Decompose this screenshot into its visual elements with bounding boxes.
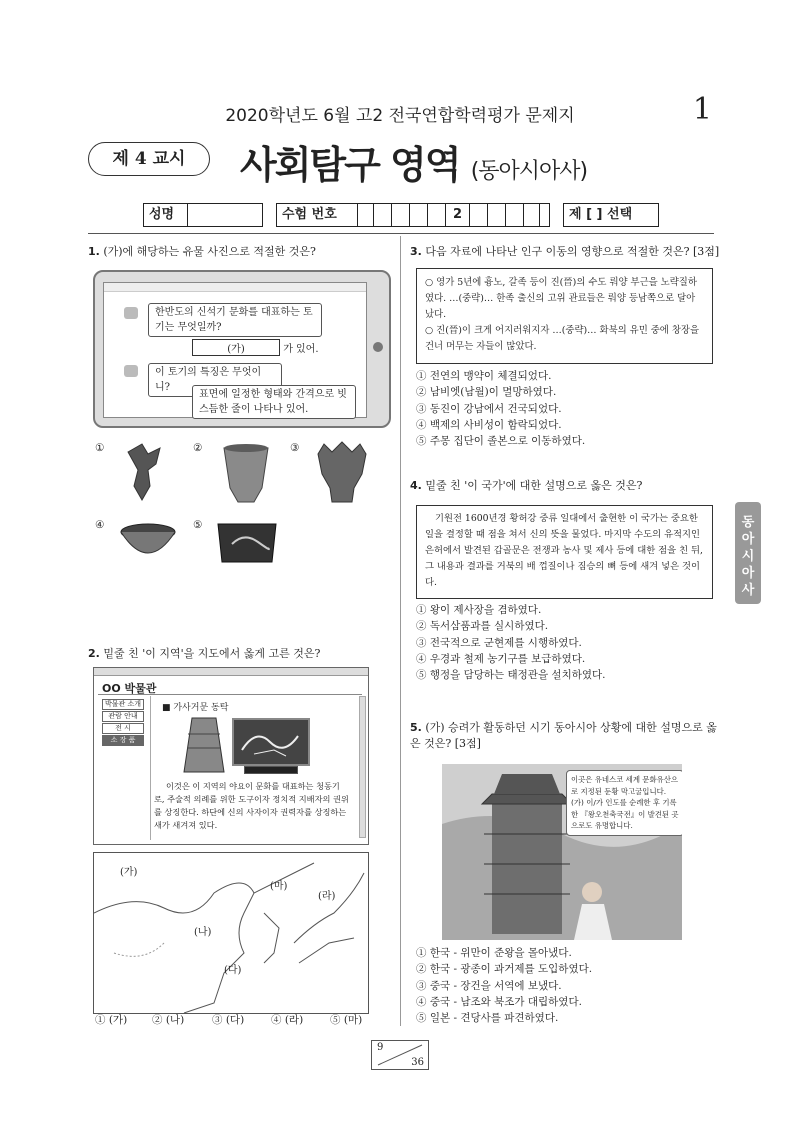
exam-title: 2020학년도 6월 고2 전국연합학력평가 문제지 [225, 106, 575, 126]
name-box[interactable] [143, 203, 263, 227]
q2-option-3[interactable]: ③ (다) [212, 1014, 245, 1026]
menu-exhibit[interactable]: 전 시 [102, 723, 144, 734]
map-label-ga: (가) [120, 867, 138, 878]
page-number: 1 [692, 92, 712, 127]
museum-title: OO 박물관 [102, 682, 157, 695]
q1-number: 1. [88, 245, 100, 258]
id-row [0, 203, 800, 227]
user-avatar-icon-2 [124, 365, 138, 377]
q4-source-box [416, 505, 713, 599]
q5-options [416, 945, 592, 1026]
q5-text: (가) 승려가 활동하던 시기 동아시아 상황에 대한 설명으로 옳은 것은? [3점] [410, 721, 717, 750]
q2-option-2[interactable]: ② (나) [152, 1014, 185, 1026]
answer-suffix: 가 있어. [283, 344, 319, 355]
museum-window [93, 667, 369, 845]
map-label-na: (나) [194, 927, 212, 938]
q4-text: 밑줄 친 '이 국가'에 대한 설명으로 옳은 것은? [425, 479, 643, 492]
q5-option-2[interactable]: ② 한국 - 광종이 과거제를 도입하였다. [416, 963, 593, 976]
q3-options [416, 368, 585, 449]
exam-number-digit: 2 [453, 207, 463, 222]
artifact-title: ■ 가사거문 동탁 [162, 703, 229, 713]
q1-option-2[interactable]: ② [193, 442, 203, 454]
q5-number: 5. [410, 721, 422, 734]
q3-option-1[interactable]: ① 전연의 맹약이 체결되었다. [416, 370, 552, 382]
exam-number-label: 수험 번호 [277, 204, 358, 226]
subject-side-tab [735, 502, 761, 604]
tablet-home-button [373, 342, 383, 352]
q3-question [410, 244, 720, 260]
q1-image-5 [216, 518, 278, 566]
bell-engraving [234, 720, 308, 764]
bell-detail-image [232, 718, 310, 766]
page-total: 36 [411, 1057, 424, 1068]
q3-text: 다음 자료에 나타난 인구 이동의 영향으로 적절한 것은? [3점] [425, 245, 720, 258]
tablet-screen [103, 282, 367, 418]
q4-question [410, 478, 720, 494]
q4-option-1[interactable]: ① 왕이 제사장을 겸하였다. [416, 604, 542, 616]
q1-tablet [93, 270, 391, 428]
user-avatar-icon [124, 307, 138, 319]
q1-option-3[interactable]: ③ [290, 442, 300, 454]
museum-scrollbar[interactable] [359, 696, 366, 838]
guide-speech-bubble [566, 770, 682, 836]
menu-collection[interactable]: 소 장 품 [102, 735, 144, 746]
q4-option-3[interactable]: ③ 전국적으로 군현제를 시행하였다. [416, 636, 582, 649]
q1-image-3 [312, 440, 372, 506]
zoom-slider[interactable] [244, 766, 298, 774]
q2-option-5[interactable]: ⑤ (마) [330, 1014, 363, 1026]
q3-option-5[interactable]: ⑤ 주몽 집단이 졸본으로 이동하였다. [416, 435, 586, 448]
q4-option-4[interactable]: ④ 우경과 철제 농기구를 보급하였다. [416, 652, 586, 665]
subject-sub: (동아시아사) [470, 159, 588, 184]
map-label-ra: (라) [318, 891, 336, 902]
bronze-bell-image [180, 714, 228, 776]
subject-title [240, 134, 587, 189]
q5-option-5[interactable]: ⑤ 일본 - 견당사를 파견하였다. [416, 1012, 559, 1025]
map-label-ma: (마) [270, 881, 288, 892]
period-badge: 제 4 교시 [88, 142, 210, 176]
q3-number: 3. [410, 245, 422, 258]
q2-question [88, 646, 388, 662]
q4-option-5[interactable]: ⑤ 행정을 담당하는 태정관을 설치하였다. [416, 669, 606, 682]
q5-option-4[interactable]: ④ 중국 - 남조와 북조가 대립하였다. [416, 995, 582, 1008]
header-divider [88, 233, 714, 234]
q2-text: 밑줄 친 '이 지역'을 지도에서 옳게 고른 것은? [103, 647, 321, 660]
museum-menu-border [150, 696, 151, 840]
menu-about[interactable]: 박물관 소개 [102, 699, 144, 710]
q3-option-3[interactable]: ③ 동진이 강남에서 건국되었다. [416, 402, 562, 415]
q5-option-3[interactable]: ③ 중국 - 장건을 서역에 보냈다. [416, 979, 562, 992]
menu-guide[interactable]: 관람 안내 [102, 711, 144, 722]
q1-image-2 [220, 440, 272, 506]
q3-source-2: ○ 진(晉)이 크게 어지러워지자 …(중략)… 화북의 유민 중에 창장을 건너 머무는 자들이 많았다. [425, 325, 700, 352]
museum-header-line [98, 694, 362, 695]
page-counter [371, 1040, 429, 1070]
q1-question [88, 244, 388, 260]
museum-titlebar [94, 668, 368, 676]
q3-option-4[interactable]: ④ 백제의 사비성이 함락되었다. [416, 418, 562, 431]
museum-menu [100, 698, 146, 747]
bubble-text: 이곳은 유네스코 세계 문화유산으로 지정된 둔황 막고굴입니다. (가) 이/가 인도를 순례한 후 기록한 『왕오천축국전』이 발견된 곳으로도 유명합니다. [571, 775, 679, 830]
q1-image-1 [120, 440, 170, 506]
q1-option-5[interactable]: ⑤ [193, 519, 203, 531]
q2-number: 2. [88, 647, 100, 660]
q2-option-4[interactable]: ④ (라) [271, 1014, 304, 1026]
q1-option-1[interactable]: ① [95, 442, 105, 454]
q2-map [93, 852, 369, 1014]
name-label: 성명 [144, 204, 188, 226]
answer-line [192, 339, 319, 356]
answer-blank: (가) [192, 339, 280, 356]
q3-source-1: ○ 영가 5년에 흉노, 갈족 등이 진(晉)의 수도 뤄양 부근을 노략질하였다. …(중략)… 한족 출신의 고위 관료들은 뤄양 등남쪽으로 달아났다. [425, 277, 697, 320]
choice-box[interactable] [563, 203, 659, 227]
page-current: 9 [377, 1042, 384, 1053]
column-divider [400, 236, 401, 1026]
map-label-da: (다) [224, 965, 242, 976]
q1-option-4[interactable]: ④ [95, 519, 105, 531]
q4-source: 기원전 1600년경 황허강 중류 일대에서 출현한 이 국가는 중요한 일을 결정할 때 점을 쳐서 신의 뜻을 물었다. 마지막 수도의 유적지인 은허에서 발견된 갑골문은 전쟁과 농사 및 제사 등에 대한 점을 친 뒤, 그 내용과 결과를 거북의 배 껍질이나 짐승의 뼈 등에 새겨 넣은 것이다. [425, 513, 703, 588]
answer-bubble: 표면에 일정한 형태와 간격으로 빗스듬한 줄이 나타나 있어. [192, 385, 356, 419]
q1-image-4 [118, 518, 178, 564]
q5-question [410, 720, 722, 752]
q3-option-2[interactable]: ② 남비엣(남월)이 멸망하였다. [416, 386, 557, 399]
q5-option-1[interactable]: ① 한국 - 위만이 준왕을 몰아냈다. [416, 947, 572, 959]
q2-option-1[interactable]: ① (가) [95, 1014, 128, 1026]
q4-options [416, 602, 605, 683]
subject-main: 사회탐구 영역 [240, 143, 460, 187]
choice-label: 제 [ ] 선택 [569, 207, 633, 222]
side-tab-label: 동아시아사 [741, 515, 755, 598]
q1-text: (가)에 해당하는 유물 사진으로 적절한 것은? [103, 245, 316, 258]
q3-source-box [416, 268, 713, 364]
chat-bubble-1: 한반도의 신석기 문화를 대표하는 토기는 무엇일까? [148, 303, 322, 337]
q5-photo [442, 764, 682, 940]
q4-option-2[interactable]: ② 독서삼품과를 실시하였다. [416, 620, 549, 633]
chat-bubble-2: 이 토기의 특징은 무엇이니? [148, 363, 282, 397]
q2-description: 이것은 이 지역의 야요이 문화를 대표하는 청동기로, 주술적 의례를 위한 도구이자 정치적 지배자의 권위를 상징한다. 하단에 신의 사자이자 권력자를 상징하는 새가 새겨져 있다. [154, 781, 349, 830]
exam-number-box[interactable] [276, 203, 550, 227]
q4-number: 4. [410, 479, 422, 492]
